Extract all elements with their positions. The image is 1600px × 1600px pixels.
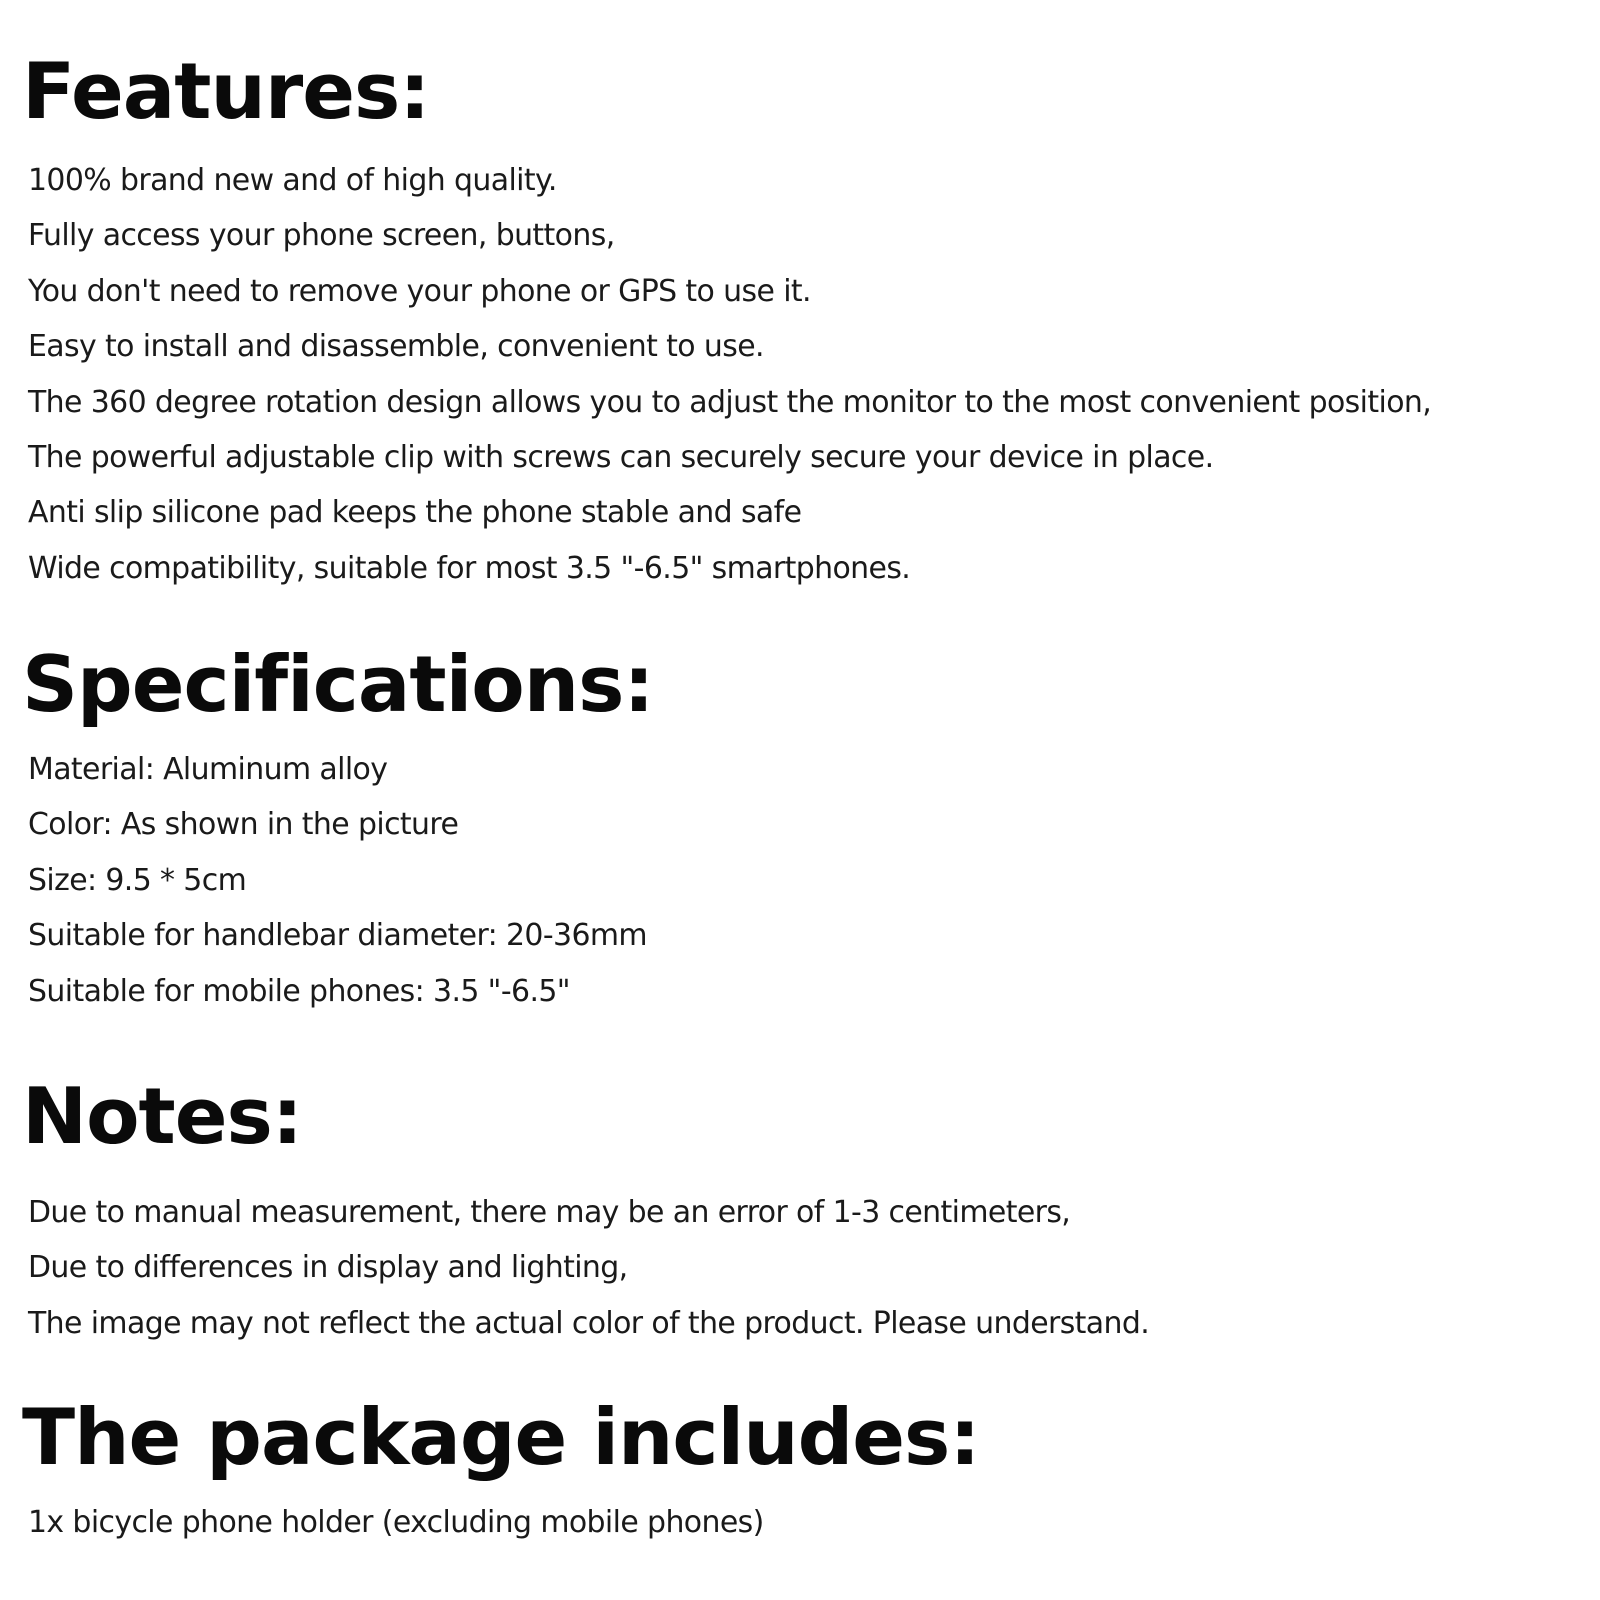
features-heading: Features: xyxy=(22,47,430,137)
package-heading: The package includes: xyxy=(22,1393,980,1483)
features-item: The powerful adjustable clip with screws can securely secure your device in place. xyxy=(28,440,1214,476)
notes-section xyxy=(0,1071,1600,1351)
notes-heading: Notes: xyxy=(22,1072,302,1162)
notes-item: The image may not reflect the actual color of the product. Please understand. xyxy=(28,1305,1150,1341)
features-item: Easy to install and disassemble, convenient to use. xyxy=(28,329,764,365)
features-item: 100% brand new and of high quality. xyxy=(28,163,557,198)
notes-list xyxy=(0,1185,1600,1351)
features-item: You don't need to remove your phone or GPS to use it. xyxy=(28,273,811,309)
features-section xyxy=(0,46,1600,596)
package-list xyxy=(0,1495,1600,1550)
notes-item: Due to differences in display and lighting, xyxy=(28,1250,628,1286)
features-item: The 360 degree rotation design allows you to adjust the monitor to the most convenient position, xyxy=(28,384,1432,420)
specifications-heading: Specifications: xyxy=(22,640,654,730)
notes-item: Due to manual measurement, there may be an error of 1-3 centimeters, xyxy=(28,1195,1071,1230)
package-item: 1x bicycle phone holder (excluding mobile phones) xyxy=(28,1505,764,1540)
package-section xyxy=(0,1392,1600,1550)
specifications-list xyxy=(0,742,1600,1019)
features-item: Anti slip silicone pad keeps the phone stable and safe xyxy=(28,495,802,531)
specifications-item: Color: As shown in the picture xyxy=(28,807,459,843)
specifications-item: Size: 9.5 * 5cm xyxy=(28,862,247,898)
specifications-section xyxy=(0,639,1600,1019)
features-list xyxy=(0,153,1600,596)
specifications-item: Material: Aluminum alloy xyxy=(28,752,388,787)
specifications-item: Suitable for mobile phones: 3.5 "-6.5" xyxy=(28,973,570,1009)
features-item: Wide compatibility, suitable for most 3.5 "-6.5" smartphones. xyxy=(28,550,911,586)
specifications-item: Suitable for handlebar diameter: 20-36mm xyxy=(28,918,647,954)
features-item: Fully access your phone screen, buttons, xyxy=(28,218,615,254)
